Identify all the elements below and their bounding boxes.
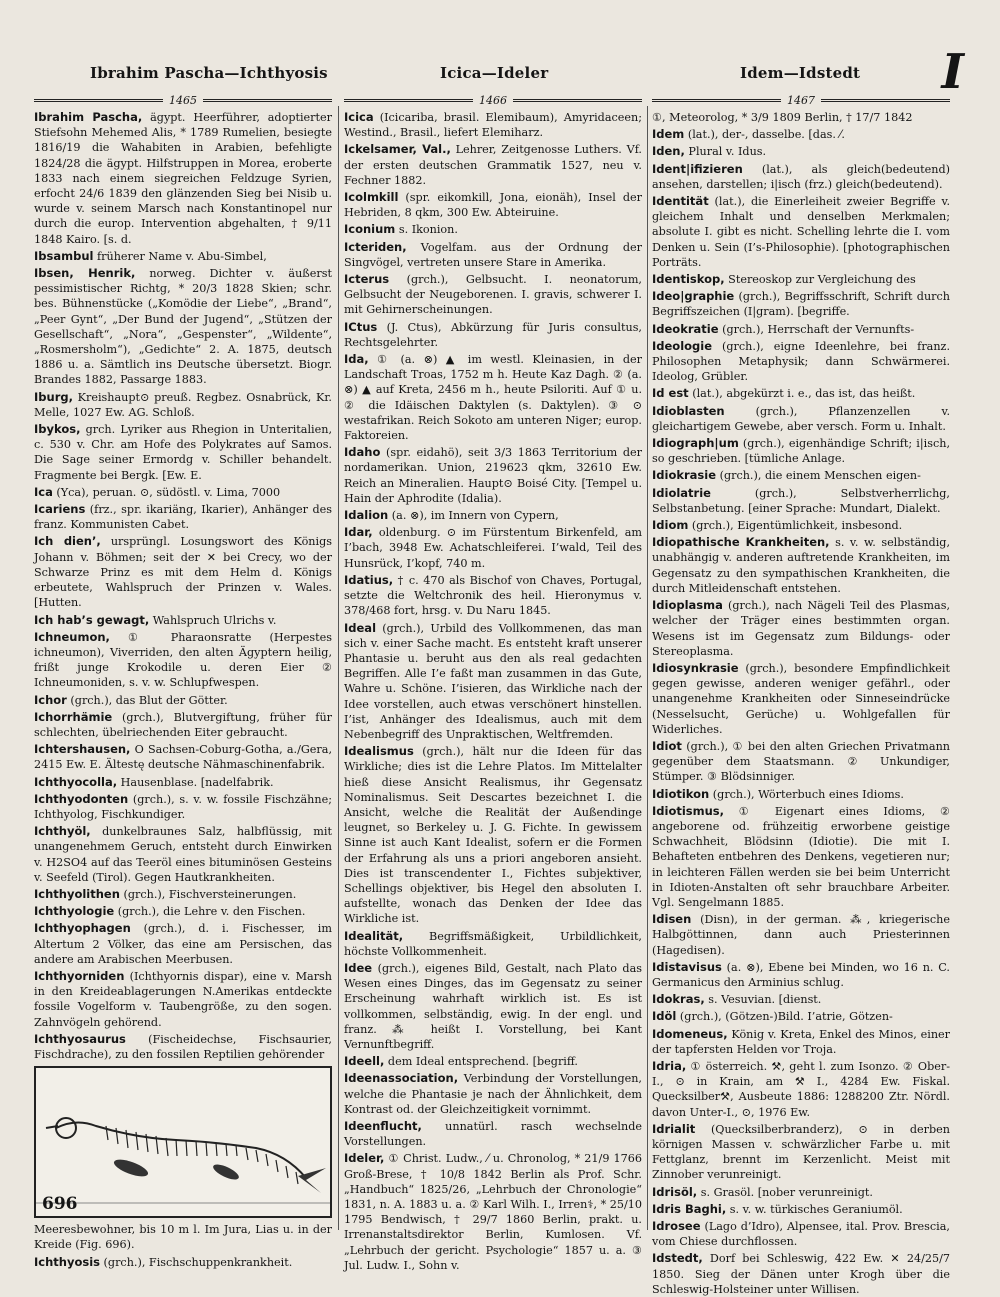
entry-text: Vogelfam. aus der Ordnung der Singvögel, vertreten unsere Stare in Amerika. — [344, 240, 642, 269]
entry-headword: Iden, — [652, 144, 685, 159]
entry-text: (Lago d’Idro), Alpensee, ital. Prov. Brescia, vom Chiese durchflossen. — [652, 1220, 950, 1249]
running-head-right: Idem—Idstedt — [740, 64, 861, 82]
page-number-rule-1 — [34, 90, 332, 110]
entry-text: O Sachsen-Coburg-Gotha, a./Gera, 2415 Ew. E. Ältestę deutsche Nähmaschinenfabrik. — [34, 743, 332, 772]
page-number-1467: 1467 — [787, 93, 815, 107]
entry-headword: Idrisöl, — [652, 1184, 698, 1199]
entry-headword: Idioblasten — [652, 403, 725, 418]
entry-headword: Iconium — [344, 222, 396, 237]
entry-text: (Icicariba, brasil. Elemibaum), Amyridaceen; Westind., Brasil., liefert Elemiharz. — [344, 111, 642, 140]
entry-headword: Ichthyolithen — [34, 886, 120, 901]
entry-text: s. Grasöl. [nober verunreinigt. — [697, 1185, 873, 1199]
entry-text: (frz., spr. ikariäng, Ikarier), Anhänger des franz. Kommunisten Cabet. — [34, 503, 332, 532]
entry-text: s. v. w. türkisches Geraniumöl. — [726, 1202, 903, 1216]
entry-headword: Ichthyophagen — [34, 921, 131, 936]
entry-headword: Idiograph|um — [652, 436, 739, 451]
dictionary-entry — [652, 436, 950, 466]
dictionary-entry — [34, 630, 332, 691]
entry-headword: Idiot — [652, 738, 682, 753]
dictionary-entry — [652, 739, 950, 785]
dictionary-entry — [652, 1027, 950, 1057]
entry-headword: Idisen — [652, 912, 692, 927]
entry-text: Plural v. Idus. — [684, 145, 767, 159]
entry-text: (grch.), hält nur die Ideen für das Wirkliche; dies ist die Lehre Platos. Im Mittelalter hieß diese Ansicht Realismus, ihr Gegensatz Nominalismus. Seit Descartes bezeichnet I. die Ansicht, welche die Realität der Außendinge leugnet, so Berkeley u. J. G. Fichte. In gewissem Sinne ist auch Kant Idealist, sofern er die Formen der Erfahrung als uns a priori angeboren ansieht. Dies ist transcendenter I., Fichtes subjektiver, Schellings objektiver, bis Hegel den absoluten I. aufstellte, wonach das Denken der Idee das Wirkliche ist. — [344, 745, 642, 926]
entry-headword: Idöl — [652, 1009, 677, 1024]
dictionary-entry — [652, 1059, 950, 1120]
entry-headword: Identität — [652, 194, 709, 209]
dictionary-entry — [34, 693, 332, 708]
entry-text: Hausenblase. [nadelfabrik. — [117, 775, 274, 789]
entry-headword: Idiolatrie — [652, 485, 711, 500]
entry-headword: Ichthyöl, — [34, 824, 91, 839]
entry-headword: Ibsambul — [34, 248, 94, 263]
dictionary-entry — [652, 272, 950, 287]
dictionary-entry — [344, 621, 642, 743]
dictionary-entry — [344, 573, 642, 619]
dictionary-entry — [652, 804, 950, 910]
dictionary-entry — [344, 929, 642, 959]
dictionary-entry — [652, 162, 950, 192]
entry-headword: Idaho — [344, 445, 381, 460]
entry-text: ① (a. ⊗) ▲ im westl. Kleinasien, in der Landschaft Troas, 1752 m h. Heute Kaz Dagh. ② (a. ⊗) ▲ auf Kreta, 2456 m h., heute Psiloriti. Auf ① u. ② die Idäischen Daktylen (s. Daktylen). ③ ⊙ westafrikan. Reich Sokoto am unteren Niger; europ. Faktoreien. — [344, 353, 642, 443]
entry-text: dem Ideal entsprechend. [begriff. — [384, 1055, 578, 1069]
entry-text: ① österreich. ⚒, geht l. zum Isonzo. ② Ober-I., ⊙ in Krain, am ⚒ I., 4284 Ew. Fiskal. Quecksilber⚒, Ausbeute 1886: 1288200 Ztr. Nördl. davon Unter-I., ⊙, 1976 Ew. — [652, 1059, 950, 1119]
dictionary-entry — [652, 661, 950, 737]
entry-text: (Fischeidechse, Fischsaurier, Fischdrache), zu den fossilen Reptilien gehörender — [34, 1032, 332, 1061]
dictionary-entry — [34, 1255, 332, 1270]
dictionary-entry — [34, 742, 332, 772]
dictionary-entry — [34, 485, 332, 500]
entry-text: früherer Name v. Abu-Simbel, — [93, 249, 267, 263]
dictionary-entry — [652, 992, 950, 1007]
dictionary-entry — [652, 598, 950, 659]
entry-headword: Ibykos, — [34, 422, 81, 437]
entry-headword: Idiotikon — [652, 786, 710, 801]
entry-text: (lat.), die Einerleiheit zweier Begriffe v. gleichem Inhalt und denselben Merkmalen; absolute I. gibt es nicht. Schelling lehrte die I. vom Denken u. Sein (I’s-Philosophie). [photographischen Porträts. — [652, 195, 950, 269]
entry-headword: Idris Baghi, — [652, 1201, 727, 1216]
entry-text: (grch.), d. i. Fischesser, im Altertum 2 Völker, das eine am Persischen, das andere am Arabischen Meerbusen. — [34, 922, 332, 966]
dictionary-entry — [34, 502, 332, 532]
entry-headword: Idiotismus, — [652, 803, 725, 818]
dictionary-entry — [34, 792, 332, 822]
entry-text: (grch.), Pflanzenzellen v. gleichartigem Gewebe, aber versch. Form u. Inhalt. — [652, 404, 950, 433]
entry-headword: Ideo|graphie — [652, 289, 735, 304]
dictionary-entry — [652, 127, 950, 142]
section-letter: I — [941, 44, 964, 100]
entry-headword: Ident|ifizieren — [652, 161, 743, 176]
entry-text: (grch.), besondere Empfindlichkeit gegen gewisse, anderen weniger gefährl., oder unangenehme Krankheiten oder Sinneseindrücke (Nesselsucht, Gerüche) u. Wohlgefallen für Widerliches. — [652, 661, 950, 736]
entry-text: (grch.), Begriffsschrift, Schrift durch Begriffszeichen (I|gram). [begriffe. — [652, 290, 950, 319]
entry-headword: Id est — [652, 386, 689, 401]
entry-text: (grch.), eigne Ideenlehre, bei franz. Philosophen Metaphysik; dann Schwärmerei. Ideolog, Grübler. — [652, 339, 950, 384]
entry-headword: Icolmkill — [344, 190, 399, 205]
dictionary-entry — [344, 961, 642, 1052]
dictionary-entry — [652, 1185, 950, 1200]
dictionary-entry — [34, 710, 332, 740]
dictionary-entry — [652, 486, 950, 516]
entry-text: ägypt. Heerführer, adoptierter Stiefsohn Mehemed Alis, * 1789 Rumelien, besiegte 1816/19 die Wahabiten in Arabien, befehligte 1824/28 die ägypt. Hilfstruppen in Morea, eroberte 1833 nach einem siegreichen Feldzuge Syrien, erfocht 24/6 1839 den glänzenden Sieg bei Nisib u. wurde v. seinem Marsch nach Konstantinopel nur durch die europ. Intervention abgehalten, † 9/11 1848 Kairo. [s. d. — [34, 111, 332, 246]
dictionary-entry — [344, 525, 642, 571]
entry-text: s. v. w. selbständig, unabhängig v. anderen auftretende Krankheiten, im Gegensatz zu den sympathischen Krankheiten, die durch Mitleidenschaft entstehen. — [652, 536, 950, 595]
entry-text: ursprüngl. Losungswort des Königs Johann v. Böhmen; seit der ✕ bei Crecy, wo der Schwarze Prinz es mit dem Helm d. Königs erbeutete, Wahlspruch der Prinzen v. Wales. [Hutten. — [34, 535, 332, 610]
ichthyosaurus-skeleton-illustration — [36, 1068, 330, 1216]
entry-headword: Ichthyorniden — [34, 968, 125, 983]
entry-headword: Ich dien’, — [34, 534, 101, 549]
entry-text: Meeresbewohner, bis 10 m l. Im Jura, Lias u. in der Kreide (Fig. 696). — [34, 1223, 332, 1252]
entry-headword: Icteriden, — [344, 239, 407, 254]
dictionary-entry — [34, 613, 332, 628]
dictionary-entry — [34, 266, 332, 388]
entry-text: (a. ⊗), im Innern von Cypern, — [388, 509, 559, 523]
entry-headword: Idalion — [344, 508, 389, 523]
entry-headword: Ibsen, Henrik, — [34, 266, 136, 281]
entry-headword: Icariens — [34, 502, 86, 517]
dictionary-entry — [652, 404, 950, 434]
dictionary-entry — [34, 824, 332, 885]
column-2 — [344, 110, 642, 1270]
dictionary-entry — [652, 1251, 950, 1297]
entry-text: dunkelbraunes Salz, halbflüssig, mit unangenehmem Geruch, entsteht durch Einwirken v. H2SO4 auf das Teeröl eines bituminösen Gesteins v. Seefeld (Tirol). Gegen Hautkrankheiten. — [34, 825, 332, 884]
dictionary-entry — [344, 190, 642, 220]
entry-headword: Idar, — [344, 525, 373, 540]
entry-headword: Ichtershausen, — [34, 742, 131, 757]
entry-headword: Idomeneus, — [652, 1026, 728, 1041]
entry-text: Begriffsmäßigkeit, Urbildlichkeit, höchste Vollkommenheit. — [344, 929, 642, 958]
page-number-rule-3 — [652, 90, 950, 110]
dictionary-entry — [34, 249, 332, 264]
entry-text: (grch.), eigenhändige Schrift; i|isch, so geschrieben. [tümliche Anlage. — [652, 437, 950, 466]
dictionary-entry — [344, 744, 642, 926]
dictionary-entry — [344, 508, 642, 523]
dictionary-entry — [344, 142, 642, 188]
entry-headword: Idstedt, — [652, 1251, 703, 1266]
page-number-rule-2 — [344, 90, 642, 110]
entry-headword: Ibrahim Pascha, — [34, 110, 143, 124]
dictionary-entry — [344, 222, 642, 237]
entry-headword: Idrialit — [652, 1121, 696, 1136]
entry-text: Stereoskop zur Vergleichung des — [724, 273, 916, 287]
dictionary-entry — [34, 775, 332, 790]
entry-text: oldenburg. ⊙ im Fürstentum Birkenfeld, am I’bach, 3948 Ew. Achatschleiferei. I’wald, Teil des Hunsrück, I’kopf, 740 m. — [344, 526, 642, 570]
column-3 — [652, 110, 950, 1296]
entry-headword: Idem — [652, 127, 685, 142]
page-number-1466: 1466 — [479, 93, 507, 107]
entry-text: (Ichthyornis dispar), eine v. Marsh in den Kreideablagerungen N.Amerikas entdeckte fossile Vogelform v. Taubengröße, zu den sogen. Zahnvögeln gehörend. — [34, 969, 332, 1029]
entry-text: (grch.), (Götzen-)Bild. I’atrie, Götzen- — [676, 1010, 893, 1024]
dictionary-entry — [652, 194, 950, 270]
entry-headword: Ichneumon, — [34, 629, 110, 644]
entry-headword: Idistavisus — [652, 959, 722, 974]
entry-text: Kreishaupt⊙ preuß. Regbez. Osnabrück, Kr. Melle, 1027 Ew. AG. Schloß. — [34, 390, 332, 419]
entry-headword: Ideologie — [652, 338, 713, 353]
entry-text: ① Christ. Ludw., ⁄ u. Chronolog, * 21/9 1766 Groß-Brese, † 10/8 1842 Berlin als Prof. Schr. „Handbuch“ 1825/26, „Lehrbuch der Chronologie“ 1831, n. A. 1883 u. a. ② Karl Wilh. I., Irren⚕, * 25/10 1795 Bendwisch, † 29/7 1860 Berlin, prakt. u. Irrenanstaltsdirektor Berlin, Kumlosen. Vf. „Lehrbuch der gericht. Psychologie“ 1857 u. a. ③ Jul. Ludw. I., Sohn v. — [344, 1152, 642, 1272]
entry-text: (grch.), nach Nägeli Teil des Plasmas, welcher der Träger eines bestimmten organ. Wesens ist im Gegensatz zum Bildungs- oder Stereoplasma. — [652, 599, 950, 658]
dictionary-entry — [34, 904, 332, 919]
entry-headword: Idealismus — [344, 744, 414, 759]
entry-headword: Ideal — [344, 620, 377, 635]
entry-text: (grch.), die einem Menschen eigen- — [716, 469, 921, 483]
entry-headword: Idee — [344, 960, 373, 975]
dictionary-entry — [344, 1054, 642, 1069]
dictionary-entry — [652, 1202, 950, 1217]
entry-text: Wahlspruch Ulrichs v. — [149, 613, 277, 627]
entry-text: s. Ikonion. — [395, 223, 458, 237]
entry-headword: Icterus — [344, 272, 390, 287]
dictionary-entry — [34, 921, 332, 967]
entry-text: unnatürl. rasch wechselnde Vorstellungen. — [344, 1120, 642, 1149]
entry-text: (spr. eikomkill, Jona, eionäh), Insel der Hebriden, 8 qkm, 300 Ew. Abteiruine. — [344, 191, 642, 220]
entry-headword: Ichthyocolla, — [34, 774, 118, 789]
entry-headword: Iburg, — [34, 389, 73, 404]
dictionary-entry — [344, 1151, 642, 1273]
ichthyosaurus-figure — [34, 1066, 332, 1218]
entry-text: (lat.), der-, dasselbe. [das. ⁄. — [684, 128, 845, 142]
dictionary-entry — [652, 912, 950, 958]
dictionary-entry — [34, 969, 332, 1030]
entry-headword: Idiosynkrasie — [652, 660, 739, 675]
dictionary-entry — [344, 110, 642, 140]
running-head-center: Icica—Ideler — [440, 64, 549, 82]
column-divider — [338, 106, 339, 1230]
entry-text: ① Eigenart eines Idioms, ② angeborene od. frühzeitig erworbene geistige Schwachheit, Blödsinn (Idiotie). Die mit I. Behafteten entbehren des Denkens, vegetieren nur; in leichteren Fällen werden sie bei beim Unterricht in Idioten-Anstalten oft sehr brauchbare Arbeiter. Vgl. Sengelmann 1885. — [652, 804, 950, 909]
entry-text: (a. ⊗), Ebene bei Minden, wo 16 n. C. Germanicus den Arminius schlug. — [652, 960, 950, 989]
entry-headword: Idokras, — [652, 992, 705, 1007]
entry-headword: Ica — [34, 484, 53, 499]
dictionary-entry — [34, 887, 332, 902]
entry-headword: Ich hab’s gewagt, — [34, 612, 150, 627]
entry-text: ①, Meteorolog, * 3/9 1809 Berlin, † 17/7 1842 — [652, 111, 913, 124]
entry-text: Lehrer, Zeitgenosse Luthers. Vf. der ersten deutschen Grammatik 1527, neu v. Fechner 1882. — [344, 143, 642, 187]
entry-headword: Ichthyodonten — [34, 791, 129, 806]
entry-text: König v. Kreta, Enkel des Minos, einer der tapfersten Helden vor Troja. — [652, 1027, 950, 1056]
entry-text: (grch.), Blutvergiftung, früher für schlechten, übelriechenden Eiter gebraucht. — [34, 710, 332, 739]
entry-headword: Ichor — [34, 692, 67, 707]
entry-text: (grch.), ① bei den alten Griechen Privatmann gegenüber dem Staatsmann. ② Unkundiger, Stümper. ③ Blödsinniger. — [652, 739, 950, 784]
entry-text: Verbindung der Vorstellungen, welche die Phantasie je nach der Ähnlichkeit, dem Kontrast od. der Gleichzeitigkeit vornimmt. — [344, 1072, 642, 1116]
entry-text: norweg. Dichter v. äußerst pessimistischer Richtg, * 20/3 1828 Skien; schr. bes. Bühnenstücke („Komödie der Liebe“, „Brand“, „Peer Gynt“, „Der Bund der Jugend“, „Stützen der Gesellschaft“, „Nora“, „Gespenster“, „Wildente“, „Rosmersholm“), „Gedichte“ 2. A. 1875, deutsch 1886 u. a. Sämtlich ins Deutsche übersetzt. Biogr. Brandes 1882, Passarge 1883. — [34, 267, 332, 387]
entry-headword: Idiopathische Krankheiten, — [652, 535, 830, 550]
entry-text: (grch.), das Blut der Götter. — [66, 693, 228, 707]
dictionary-entry — [652, 110, 950, 125]
dictionary-entry — [652, 386, 950, 401]
entry-text: (Quecksilberbranderz), ⊙ in derben körnigen Massen v. schwärzlicher Farbe u. mit Fettglanz, brennt im Kerzenlicht. Meist mit Zinnober verunreinigt. — [652, 1122, 950, 1182]
dictionary-entry — [344, 320, 642, 350]
dictionary-entry — [344, 1119, 642, 1149]
entry-text: (Disn), in der german. ⁂, kriegerische Halbgöttinnen, dann auch Priesterinnen (Hagedisen). — [652, 913, 950, 957]
entry-headword: Ideokratie — [652, 321, 719, 336]
entry-headword: Icica — [344, 110, 374, 124]
running-head-left: Ibrahim Pascha—Ichthyosis — [90, 64, 328, 82]
entry-headword: Ichthyologie — [34, 904, 115, 919]
entry-headword: Idealität, — [344, 928, 404, 943]
entry-text: (J. Ctus), Abkürzung für Juris consultus, Rechtsgelehrter. — [344, 320, 642, 349]
entry-text: (grch.), Fischversteinerungen. — [119, 887, 297, 901]
dictionary-entry — [344, 240, 642, 270]
entry-text: (grch.), eigenes Bild, Gestalt, nach Plato das Wesen eines Dinges, das im Gegensatz zu seiner Erscheinung wahrhaft wirklich ist. Es ist vollkommen, selbständig, ewig. In der engl. und franz. ⁂ heißt I. Vorstellung, bei Kant Vernunftbegriff. — [344, 961, 642, 1051]
entry-text: (grch.), Selbstverherrlichg, Selbstanbetung. [einer Sprache: Mundart, Dialekt. — [652, 486, 950, 515]
entry-headword: Idioplasma — [652, 598, 723, 613]
dictionary-entry — [34, 534, 332, 610]
dictionary-entry — [652, 468, 950, 483]
dictionary-entry — [344, 1071, 642, 1117]
entry-text: grch. Lyriker aus Rhegion in Unteritalien, c. 530 v. Chr. am Hofe des Polykrates auf Samos. Die Sage seiner Ermordg v. Schiller behandelt. Fragmente bei Bergk. [Ew. E. — [34, 423, 332, 482]
dictionary-entry — [652, 144, 950, 159]
entry-headword: Ickelsamer, Val., — [344, 142, 451, 157]
entry-headword: Ideell, — [344, 1054, 385, 1069]
entry-headword: Idrosee — [652, 1219, 701, 1234]
entry-headword: Idiom — [652, 518, 689, 533]
entry-text: (grch.), s. v. w. fossile Fischzähne; Ichthyolog, Fischkundiger. — [34, 792, 332, 821]
entry-text: (grch.), Wörterbuch eines Idioms. — [709, 787, 904, 801]
dictionary-entry — [652, 787, 950, 802]
entry-text: (grch.), Urbild des Vollkommenen, das man sich v. einer Sache macht. Es entsteht kraft unserer Phantasie u. beruht aus den als real gedachten Begriffen. Alle I’e faßt man zusammen in das Gute, Wahre u. Schöne. I’isieren, das Wirkliche nach der Idee vorstellen, auch etwas verschönert hinstellen. I’ist, Anhänger des Idealismus, auch mit dem Nebenbegriff des Unpraktischen, Weltfremden. — [344, 621, 642, 741]
entry-headword: Ichthyosaurus — [34, 1031, 126, 1046]
entry-headword: ICtus — [344, 319, 378, 334]
entry-headword: Ida, — [344, 352, 369, 367]
entry-text: Dorf bei Schleswig, 422 Ew. ✕ 24/25/7 1850. Sieg der Dänen unter Krogh über die Schleswig-Holsteiner unter Willisen. — [652, 1252, 950, 1296]
dictionary-entry — [34, 110, 332, 247]
entry-text: (lat.), als gleich(bedeutend) ansehen, darstellen; i|isch (frz.) gleich(bedeutend). — [652, 162, 950, 191]
entry-text: † c. 470 als Bischof von Chaves, Portugal, setzte die Weltchronik des heil. Hieronymus v. 378/468 fort, hrsg. v. Du Naru 1845. — [344, 573, 642, 618]
entry-headword: Ideler, — [344, 1151, 385, 1166]
dictionary-entry — [344, 352, 642, 443]
entry-headword: Identiskop, — [652, 272, 725, 287]
dictionary-entry — [34, 1032, 332, 1062]
entry-text: (grch.), Fischschuppenkrankheit. — [100, 1255, 293, 1269]
entry-text: ① Pharaonsratte (Herpestes ichneumon), Viverriden, den alten Ägyptern heilig, frißt junge Krokodile u. deren Eier ② Ichneumoniden, s. v. w. Schlupfwespen. — [34, 630, 332, 690]
dictionary-entry — [344, 445, 642, 506]
dictionary-entry — [652, 1122, 950, 1183]
column-divider — [647, 106, 648, 1230]
entry-text: (grch.), Herrschaft der Vernunfts- — [718, 322, 915, 336]
dictionary-entry — [652, 339, 950, 385]
entry-text: (grch.), die Lehre v. den Fischen. — [114, 905, 306, 919]
entry-text: (spr. eidahö), seit 3/3 1863 Territorium der nordamerikan. Union, 219623 qkm, 32610 Ew. Reich an Mineralien. Haupt⊙ Boisé City. [Tempel u. Hain der Aphrodite (Idalia). — [344, 446, 642, 505]
entry-text: (grch.), Eigentümlichkeit, insbesond. — [688, 519, 903, 533]
entry-headword: Ideenflucht, — [344, 1119, 422, 1133]
entry-text: s. Vesuvian. [dienst. — [704, 993, 822, 1007]
figure-number: 696 — [42, 1193, 78, 1214]
entry-headword: Idria, — [652, 1058, 687, 1073]
entry-headword: Idatius, — [344, 572, 394, 587]
dictionary-entry — [652, 960, 950, 990]
dictionary-entry — [34, 390, 332, 420]
dictionary-entry — [344, 272, 642, 318]
page-number-1465: 1465 — [169, 93, 197, 107]
dictionary-entry — [652, 289, 950, 319]
column-1 — [34, 110, 332, 1270]
dictionary-entry — [652, 518, 950, 533]
entry-headword: Ideenassociation, — [344, 1071, 459, 1086]
entry-text: (Yca), peruan. ⊙, südöstl. v. Lima, 7000 — [52, 485, 281, 499]
dictionary-entry — [652, 535, 950, 596]
entry-headword: Ichorrhämie — [34, 709, 113, 724]
dictionary-entry — [652, 1219, 950, 1249]
entry-headword: Idiokrasie — [652, 468, 717, 483]
dictionary-entry — [34, 422, 332, 483]
dictionary-entry — [34, 1222, 332, 1252]
dictionary-entry — [652, 1009, 950, 1024]
entry-text: (lat.), abgekürzt i. e., das ist, das heißt. — [688, 387, 916, 401]
entry-text: (grch.), Gelbsucht. I. neonatorum, Gelbsucht der Neugeborenen. I. gravis, schwerer I. mit Gehirnerscheinungen. — [344, 273, 642, 317]
dictionary-entry — [652, 322, 950, 337]
entry-headword: Ichthyosis — [34, 1254, 100, 1269]
